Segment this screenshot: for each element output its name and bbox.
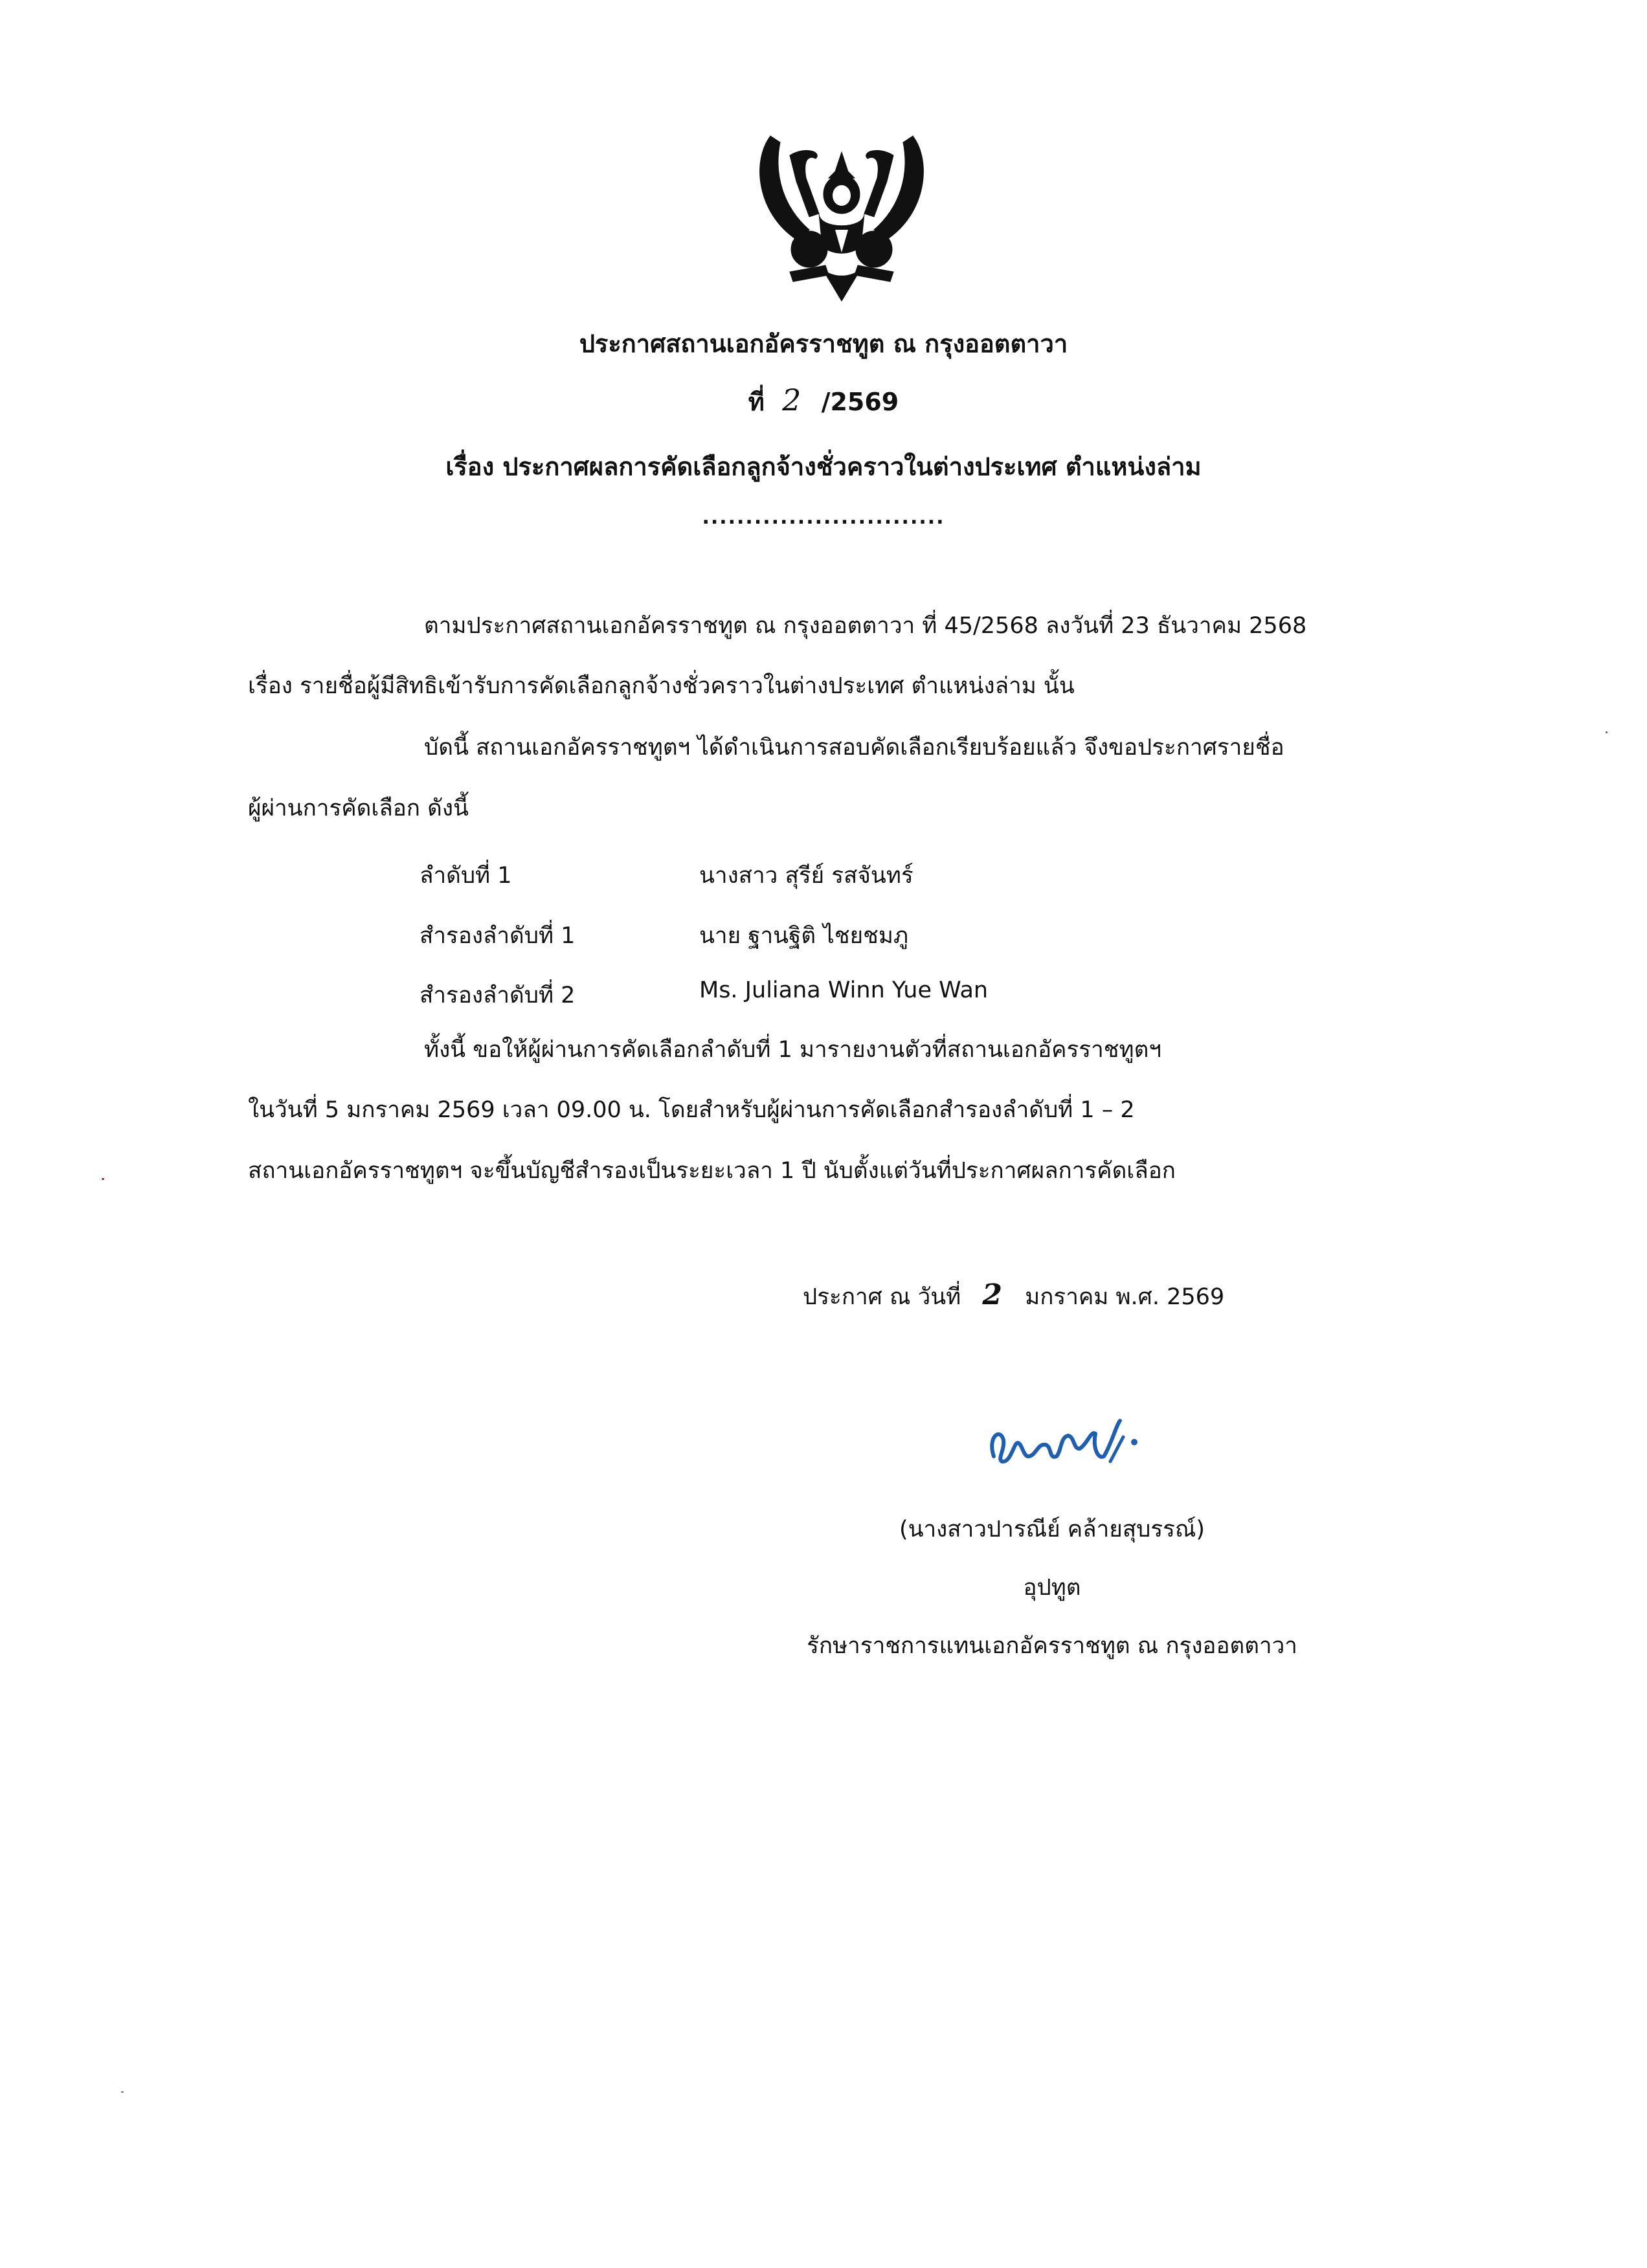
result-name: นาย ฐานฐิติ ไชยชมภู [699, 923, 909, 949]
subject-line: เรื่อง ประกาศผลการคัดเลือกลูกจ้างชั่วคราวในต่างประเทศ ตำแหน่งล่าม [445, 452, 1202, 481]
number-suffix: /2569 [821, 388, 899, 416]
result-name: นางสาว สุรีย์ รสจันทร์ [699, 863, 913, 889]
paragraph2-line1: บัดนี้ สถานเอกอัครราชทูตฯ ได้ดำเนินการสอบคัดเลือกเรียบร้อยแล้ว จึงขอประกาศรายชื่อ [424, 735, 1284, 761]
paragraph1-line2: เรื่อง รายชื่อผู้มีสิทธิเข้ารับการคัดเลือกลูกจ้างชั่วคราวในต่างประเทศ ตำแหน่งล่าม นั้น [248, 673, 1075, 699]
handwritten-number: 2 [782, 383, 801, 417]
paragraph3-line2: ในวันที่ 5 มกราคม 2569 เวลา 09.00 น. โดยสำหรับผู้ผ่านการคัดเลือกสำรองลำดับที่ 1 – 2 [248, 1097, 1135, 1123]
signatory-acting-title: รักษาราชการแทนเอกอัครราชทูต ณ กรุงออตตาวา [807, 1633, 1297, 1659]
result-rank: สำรองลำดับที่ 1 [420, 923, 576, 949]
signatory-name: (นางสาวปารณีย์ คล้ายสุบรรณ์) [899, 1517, 1205, 1542]
result-rank: ลำดับที่ 1 [420, 863, 512, 889]
scan-speck [121, 2091, 124, 2093]
issuer-title: ประกาศสถานเอกอัครราชทูต ณ กรุงออตตาวา [579, 329, 1068, 358]
paragraph3-line3: สถานเอกอัครราชทูตฯ จะขึ้นบัญชีสำรองเป็นระยะเวลา 1 ปี นับตั้งแต่วันที่ประกาศผลการคัดเลือก [248, 1158, 1176, 1184]
number-prefix: ที่ [748, 388, 765, 416]
scan-speck [102, 1178, 104, 1180]
result-name: Ms. Juliana Winn Yue Wan [699, 977, 989, 1003]
separator-dots: ............................ [702, 506, 945, 529]
date-prefix: ประกาศ ณ วันที่ [803, 1284, 961, 1310]
paragraph1-line1: ตามประกาศสถานเอกอัครราชทูต ณ กรุงออตตาวา ที่ 45/2568 ลงวันที่ 23 ธันวาคม 2568 [424, 613, 1307, 639]
signature-icon [984, 1411, 1178, 1469]
garuda-emblem-icon [745, 117, 939, 304]
date-suffix: มกราคม พ.ศ. 2569 [1025, 1284, 1225, 1310]
handwritten-day: 2 [982, 1278, 1003, 1311]
paragraph3-line1: ทั้งนี้ ขอให้ผู้ผ่านการคัดเลือกลำดับที่ 1 มารายงานตัวที่สถานเอกอัครราชทูตฯ [424, 1037, 1161, 1063]
signatory-position: อุปทูต [1023, 1575, 1081, 1601]
announcement-date [803, 1278, 1224, 1315]
scan-speck [1606, 731, 1608, 733]
result-rank: สำรองลำดับที่ 2 [420, 983, 576, 1008]
announcement-number [0, 382, 1647, 421]
paragraph2-line2: ผู้ผ่านการคัดเลือก ดังนี้ [248, 795, 469, 821]
